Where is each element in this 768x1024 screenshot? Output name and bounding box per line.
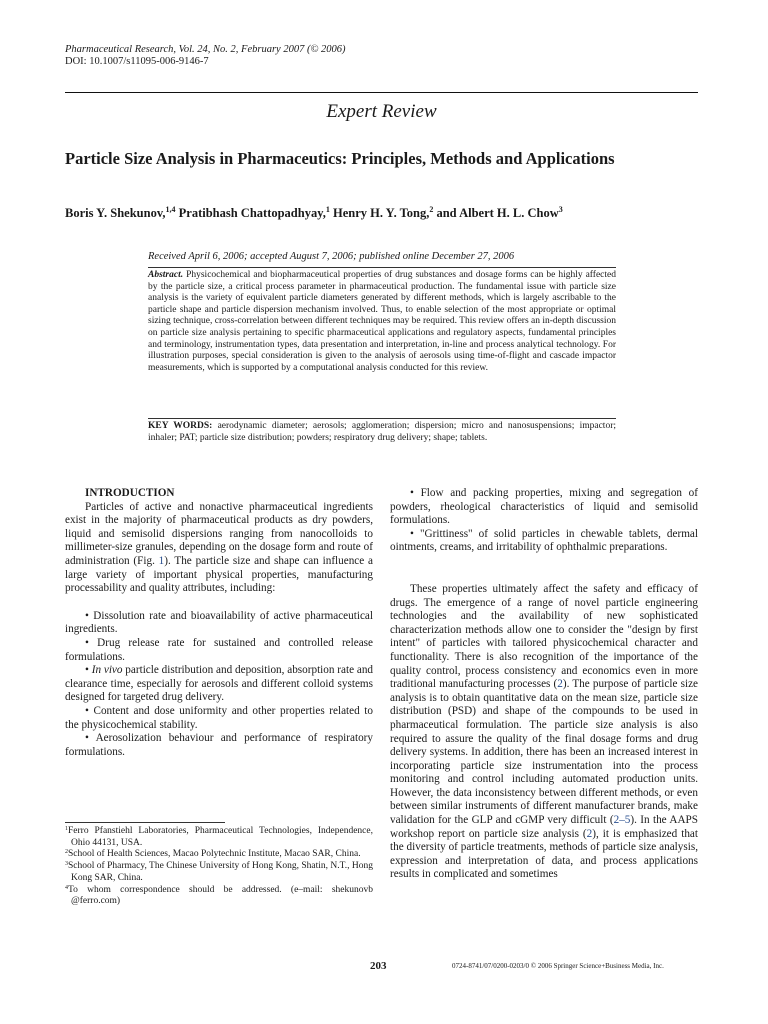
body-text: These properties ultimately affect the safety and efficacy of drugs. The emergence of a range of novel particle engineering technologies and the availability of new sophisticated characterization methods allow one to consider the "design by first intent" of particles with tailored physicochemical character and functionality. There is also recognition of the importance of the quality control, process consistency and economics even in more traditional manufacturing processes ( [390,582,698,691]
abstract-top-rule [148,267,616,268]
author-affiliation-marker: 3 [558,205,563,214]
author-affiliation-marker: 1 [325,205,330,214]
body-paragraph [390,583,698,882]
bullet-item: • Drug release rate for sustained and controlled release formulations. [65,636,373,663]
author-list [65,205,563,221]
footnotes [65,826,373,908]
body-text: ). The purpose of particle size analysis is to obtain quantitative data on the mean size, particle size distribution (PSD) and shape of the compounds to be used in pharmaceutical formulation. The particle size analysis is also required to assure the quality of the final dosage forms and drug delivery systems. In addition, there has been an increased interest in incorporating particle size instrumentation into the process monitoring and control including automated production units. However, the data inconsistency between different methods, or even between similar instruments of different manufacturer brands, make validation for the GLP and cGMP very difficult ( [390,678,698,827]
footnote [65,885,373,908]
bullet-item [65,664,373,705]
right-column [390,487,698,882]
footnote-text: School of Health Sciences, Macao Polytechnic Institute, Macao SAR, China. [68,849,361,860]
footnote-marker: 1 [65,826,68,832]
author-affiliation-marker: 2 [429,205,434,214]
article-title: Particle Size Analysis in Pharmaceutics: Principles, Methods and Applications [65,149,615,168]
body-text: ). In the AAPS workshop report on particle size analysis ( [390,814,699,840]
intro-text: ). The particle size and shape can influence a large variety of important physical properties, manufacturing processability and quality attributes, including: [65,554,373,595]
bullet-item: • Flow and packing properties, mixing and segregation of powders, rheological characteristics of liquid and semisolid formulations. [390,487,698,527]
section-label: Expert Review [326,101,437,122]
reference-link[interactable]: 2–5 [613,814,631,827]
footnote-marker: 2 [65,849,68,856]
author-name: Henry H. Y. Tong, [329,206,430,220]
received-dates: Received April 6, 2006; accepted August 7, 2006; published online December 27, 2006 [148,251,515,262]
footnote-marker: 4 [65,884,68,891]
author-affiliation-marker: 1,4 [165,205,176,214]
footnote [65,826,373,849]
keywords-label: KEY WORDS: [148,421,213,431]
footnote-text: Ferro Pfanstiehl Laboratories, Pharmaceutical Technologies, Independence, Ohio 44131, USA. [68,826,373,848]
footnote-divider [65,822,225,823]
keywords-text: aerodynamic diameter; aerosols; agglomeration; dispersion; micro and nanosuspensions; impactor; inhaler; PAT; particle size distribution; powders; respiratory drug delivery; shape; tablets. [148,421,616,443]
body-text: ), it is emphasized that the diversity of particle treatments, methods of particle size analysis, expression and interpretation of data, and process applications results in complicated and sometimes [390,827,698,881]
journal-citation: Pharmaceutical Research, Vol. 24, No. 2, February 2007 (© 2006) [65,44,346,55]
intro-paragraph [65,501,373,596]
abstract-text: Physicochemical and biopharmaceutical properties of drug substances and dosage forms can be highly affected by the particle size, a critical process parameter in pharmaceutical production. The fundamental issue with particle size analysis is the variety of equivalent particle diameters generated by different methods, which is largely ascribable to the particle shape and particle dispersion mechanism involved. Thus, to enable selection of the most appropriate or optimal sizing technique, cross-correlation between different techniques may be required. This review offers an in-depth discussion on particle size analysis pertaining to specific pharmaceutical applications and regulatory aspects, fundamental principles and terminology, instrumentation types, data presentation and interpretation, in-line and process analytical technology. For illustration purposes, special consideration is given to the analysis of aerosols using time-of-flight and cascade impactor measurements, which is supported by a computational analysis conducted for this review. [148,270,616,373]
bullet-item: • "Grittiness" of solid particles in chewable tablets, dermal ointments, creams, and irritability of ophthalmic preparations. [390,527,698,554]
bullet-item: • Content and dose uniformity and other properties related to the physicochemical stability. [65,704,373,731]
footnote [65,849,373,861]
left-column [65,487,373,759]
page-number: 203 [370,960,387,972]
bullet-item: • Dissolution rate and bioavailability of active pharmaceutical ingredients. [65,609,373,636]
italic-term: In vivo [91,664,123,677]
bullet-text: particle distribution and deposition, absorption rate and clearance time, especially for aerosols and different colloid systems designed for targeted drug delivery. [65,664,374,704]
bullet-marker: • [85,664,92,677]
doi-link[interactable]: DOI: 10.1007/s11095-006-9146-7 [65,56,209,67]
keywords [148,421,616,444]
reference-link[interactable]: 2 [586,827,593,840]
figure-link[interactable]: 1 [158,554,165,567]
footnote-text: To whom correspondence should be addressed. (e–mail: shekunovb @ferro.com) [68,884,373,907]
intro-text: Particles of active and nonactive pharmaceutical ingredients exist in the majority of pharmaceutical products as dry powders, liquid and semisolid dispersions ranging from nanocolloids to millimeter-size granules, depending on the dosage form and route of administration (Fig. [65,500,373,567]
copyright-notice: 0724-8741/07/0200-0203/0 © 2006 Springer Science+Business Media, Inc. [452,962,664,970]
author-name: and Albert H. L. Chow [433,206,559,220]
footnote-marker: 3 [65,861,68,868]
abstract-label: Abstract. [148,270,184,280]
bullet-item: • Aerosolization behaviour and performance of respiratory formulations. [65,732,373,758]
footnote-text: School of Pharmacy, The Chinese University of Hong Kong, Shatin, N.T., Hong Kong SAR, China. [68,861,373,883]
author-name: Boris Y. Shekunov, [65,206,166,220]
reference-link[interactable]: 2 [557,678,563,691]
abstract [148,270,616,374]
footnote [65,861,373,884]
author-name: Pratibhash Chattopadhyay, [175,206,326,220]
section-heading-introduction: INTRODUCTION [85,487,175,499]
header-divider [65,92,698,93]
abstract-bottom-rule [148,418,616,419]
